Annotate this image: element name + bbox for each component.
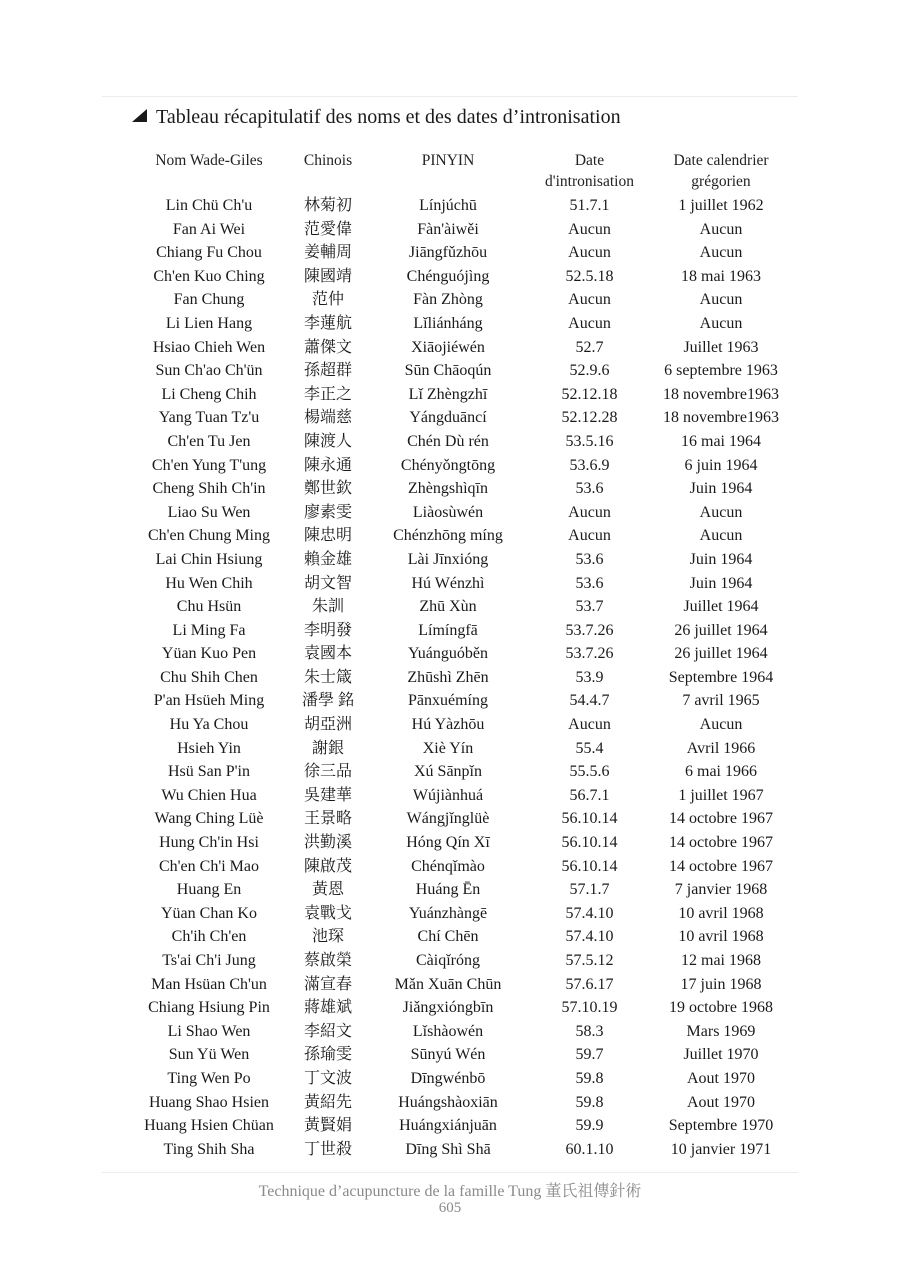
table-row bbox=[130, 359, 791, 383]
cell-pinyin: Hú Wénzhì bbox=[411, 574, 485, 592]
cell-chinese: 李紹文 bbox=[303, 1022, 352, 1040]
cell-pinyin: Hú Yàzhōu bbox=[411, 716, 485, 734]
cell-chinese: 潘學 銘 bbox=[301, 692, 354, 710]
cell-chinese: 鄭世欽 bbox=[303, 480, 352, 498]
cell-wade-giles: Ch'en Kuo Ching bbox=[153, 267, 265, 285]
table-row bbox=[130, 1043, 791, 1067]
table-row bbox=[130, 666, 791, 690]
cell-pinyin: Zhū Xùn bbox=[419, 598, 477, 616]
cell-chinese: 陳忠明 bbox=[303, 527, 352, 545]
table-row bbox=[130, 524, 791, 548]
cell-pinyin: Sūnyú Wén bbox=[410, 1046, 486, 1064]
cell-gregorian-date: 7 avril 1965 bbox=[682, 692, 760, 710]
cell-pinyin: Dīng Shì Shā bbox=[405, 1140, 491, 1158]
cell-pinyin: Jiǎngxióngbīn bbox=[402, 999, 494, 1017]
cell-pinyin: Lài Jīnxióng bbox=[407, 550, 489, 568]
page-number: 605 bbox=[438, 1200, 462, 1216]
cell-gregorian-date: 18 novembre1963 bbox=[663, 409, 779, 427]
cell-pinyin: Huáng Ēn bbox=[415, 881, 481, 899]
cell-gregorian-date: Aucun bbox=[699, 503, 743, 521]
table-row bbox=[130, 595, 791, 619]
cell-wade-giles: Huang En bbox=[176, 881, 242, 899]
cell-chinese: 朱訓 bbox=[311, 598, 344, 616]
cell-wade-giles: Huang Shao Hsien bbox=[149, 1093, 269, 1111]
cell-pinyin: Fàn Zhòng bbox=[413, 291, 483, 309]
cell-date-intronisation: Aucun bbox=[568, 527, 611, 545]
table-row bbox=[130, 831, 791, 855]
cell-chinese: 李正之 bbox=[303, 385, 352, 403]
cell-gregorian-date: Avril 1966 bbox=[686, 739, 756, 757]
cell-date-intronisation: Aucun bbox=[568, 291, 611, 309]
table-row bbox=[130, 430, 791, 454]
cell-gregorian-date: Aucun bbox=[699, 314, 743, 332]
cell-gregorian-date: Septembre 1970 bbox=[668, 1117, 774, 1135]
cell-pinyin: Chí Chēn bbox=[417, 928, 479, 946]
cell-wade-giles: Wang Ching Lüè bbox=[154, 810, 264, 828]
cell-wade-giles: Wu Chien Hua bbox=[161, 786, 257, 804]
triangle-bullet-icon bbox=[132, 109, 147, 122]
table-row bbox=[130, 241, 791, 265]
cell-chinese: 謝銀 bbox=[311, 739, 344, 757]
cell-wade-giles: Ting Shih Sha bbox=[163, 1140, 255, 1158]
cell-date-intronisation: 57.6.17 bbox=[565, 975, 614, 993]
cell-pinyin: Yuánzhàngē bbox=[408, 904, 488, 922]
table-row bbox=[130, 548, 791, 572]
cell-gregorian-date: 18 mai 1963 bbox=[681, 267, 761, 285]
cell-pinyin: Zhèngshìqīn bbox=[408, 480, 488, 498]
cell-date-intronisation: 53.9 bbox=[575, 668, 604, 686]
cell-gregorian-date: 17 juin 1968 bbox=[680, 975, 762, 993]
cell-wade-giles: Chu Shih Chen bbox=[160, 668, 258, 686]
cell-gregorian-date: 14 octobre 1967 bbox=[669, 834, 773, 852]
cell-pinyin: Línjúchū bbox=[419, 197, 477, 214]
cell-date-intronisation: 54.4.7 bbox=[569, 692, 610, 710]
cell-pinyin: Wújiànhuá bbox=[412, 786, 484, 804]
cell-wade-giles: P'an Hsüeh Ming bbox=[153, 692, 265, 710]
cell-wade-giles: Yüan Kuo Pen bbox=[161, 645, 257, 663]
cell-chinese: 胡文智 bbox=[303, 574, 352, 592]
cell-wade-giles: Li Lien Hang bbox=[165, 314, 253, 332]
cell-date-intronisation: 53.6 bbox=[575, 574, 604, 592]
cell-chinese: 袁戰戈 bbox=[303, 904, 352, 922]
table-row bbox=[130, 642, 791, 666]
bottom-divider bbox=[102, 1172, 798, 1173]
cell-date-intronisation: 52.7 bbox=[575, 338, 604, 356]
cell-chinese: 楊端慈 bbox=[303, 409, 352, 427]
table-row bbox=[130, 619, 791, 643]
cell-chinese: 洪勤溪 bbox=[303, 834, 352, 852]
cell-date-intronisation: 53.7 bbox=[575, 598, 604, 616]
cell-pinyin: Liàosùwén bbox=[412, 503, 484, 521]
cell-date-intronisation: 60.1.10 bbox=[565, 1140, 614, 1158]
cell-wade-giles: Sun Yü Wen bbox=[168, 1046, 250, 1064]
cell-date-intronisation: 59.8 bbox=[575, 1093, 604, 1111]
cell-pinyin: Lǐliánháng bbox=[413, 314, 483, 332]
cell-wade-giles: Hsieh Yin bbox=[177, 739, 241, 757]
table-row bbox=[130, 807, 791, 831]
cell-chinese: 孫超群 bbox=[303, 362, 352, 380]
cell-pinyin: Chényǒngtōng bbox=[400, 456, 496, 474]
cell-date-intronisation: 51.7.1 bbox=[569, 197, 610, 214]
header-date-intronisation bbox=[528, 150, 651, 194]
table-row bbox=[130, 477, 791, 501]
cell-chinese: 王景略 bbox=[303, 810, 352, 828]
cell-pinyin: Huángxiánjuān bbox=[399, 1117, 497, 1135]
table-row bbox=[130, 1020, 791, 1044]
table-row bbox=[130, 194, 791, 218]
cell-wade-giles: Ts'ai Ch'i Jung bbox=[162, 952, 256, 969]
cell-chinese: 林菊初 bbox=[303, 197, 352, 214]
cell-gregorian-date: 14 octobre 1967 bbox=[669, 857, 773, 875]
cell-wade-giles: Yang Tuan Tz'u bbox=[158, 409, 260, 427]
cell-date-intronisation: 58.3 bbox=[575, 1022, 604, 1040]
table-row bbox=[130, 784, 791, 808]
cell-wade-giles: Ch'en Chung Ming bbox=[148, 527, 270, 545]
cell-pinyin: Chénqǐmào bbox=[411, 857, 485, 875]
cell-date-intronisation: 53.7.26 bbox=[565, 645, 614, 663]
cell-wade-giles: Cheng Shih Ch'in bbox=[152, 480, 266, 498]
cell-pinyin: Xiè Yín bbox=[422, 739, 474, 757]
cell-date-intronisation: 52.5.18 bbox=[565, 267, 614, 285]
table-row bbox=[130, 760, 791, 784]
cell-gregorian-date: Aout 1970 bbox=[687, 1069, 755, 1087]
cell-chinese: 陳啟茂 bbox=[303, 857, 352, 875]
cell-date-intronisation: 59.9 bbox=[575, 1117, 604, 1135]
cell-pinyin: Càiqǐróng bbox=[416, 952, 480, 969]
cell-gregorian-date: Septembre 1964 bbox=[668, 668, 774, 686]
cell-pinyin: Hóng Qín Xī bbox=[406, 834, 490, 852]
cell-pinyin: Chénzhōng míng bbox=[393, 527, 503, 545]
cell-gregorian-date: 26 juillet 1964 bbox=[674, 645, 768, 663]
cell-date-intronisation: 53.6.9 bbox=[569, 456, 610, 474]
table-body bbox=[130, 194, 791, 1161]
cell-chinese: 胡亞洲 bbox=[303, 716, 352, 734]
cell-chinese: 李蓮航 bbox=[303, 314, 352, 332]
cell-gregorian-date: 12 mai 1968 bbox=[681, 952, 761, 969]
cell-chinese: 范仲 bbox=[311, 291, 344, 309]
header-gregorian-date bbox=[651, 150, 791, 194]
table-row bbox=[130, 925, 791, 949]
cell-date-intronisation: 53.6 bbox=[575, 550, 604, 568]
cell-gregorian-date: 1 juillet 1962 bbox=[678, 197, 764, 214]
cell-gregorian-date: 16 mai 1964 bbox=[681, 432, 761, 450]
cell-gregorian-date: 19 octobre 1968 bbox=[669, 999, 773, 1017]
cell-gregorian-date: Juillet 1970 bbox=[683, 1046, 759, 1064]
cell-chinese: 蔡啟榮 bbox=[303, 952, 352, 969]
cell-date-intronisation: 59.8 bbox=[575, 1069, 604, 1087]
cell-gregorian-date: Mars 1969 bbox=[686, 1022, 756, 1040]
cell-chinese: 范愛偉 bbox=[303, 220, 352, 238]
cell-date-intronisation: 55.4 bbox=[575, 739, 604, 757]
table-row bbox=[130, 501, 791, 525]
cell-pinyin: Jiāngfǔzhōu bbox=[408, 244, 488, 262]
header-wade-giles: Nom Wade-Giles bbox=[155, 152, 263, 169]
section-title: Tableau récapitulatif des noms et des dates d’intronisation bbox=[156, 106, 621, 128]
names-dates-table bbox=[130, 150, 791, 1161]
cell-date-intronisation: 59.7 bbox=[575, 1046, 604, 1064]
cell-date-intronisation: 52.12.28 bbox=[561, 409, 618, 427]
cell-gregorian-date: 6 juin 1964 bbox=[684, 456, 758, 474]
cell-gregorian-date: 10 janvier 1971 bbox=[670, 1140, 772, 1158]
cell-gregorian-date: Juin 1964 bbox=[689, 574, 753, 592]
cell-gregorian-date: Juillet 1964 bbox=[683, 598, 759, 616]
header-pinyin: PINYIN bbox=[421, 152, 475, 169]
cell-gregorian-date: 6 septembre 1963 bbox=[664, 362, 778, 380]
cell-gregorian-date: 10 avril 1968 bbox=[678, 904, 764, 922]
cell-date-intronisation: 53.5.16 bbox=[565, 432, 614, 450]
cell-chinese: 黃紹先 bbox=[303, 1093, 352, 1111]
cell-chinese: 陳國靖 bbox=[303, 267, 352, 285]
cell-chinese: 池琛 bbox=[311, 928, 344, 946]
cell-wade-giles: Li Cheng Chih bbox=[161, 385, 257, 403]
table-row bbox=[130, 973, 791, 997]
table-row bbox=[130, 265, 791, 289]
cell-pinyin: Yángduāncí bbox=[409, 409, 487, 427]
cell-gregorian-date: Juin 1964 bbox=[689, 550, 753, 568]
cell-chinese: 陳永通 bbox=[303, 456, 352, 474]
cell-chinese: 朱士箴 bbox=[303, 668, 352, 686]
cell-chinese: 蕭傑文 bbox=[303, 338, 352, 356]
cell-chinese: 滿宣春 bbox=[303, 975, 352, 993]
cell-chinese: 袁國本 bbox=[303, 645, 352, 663]
cell-date-intronisation: 56.7.1 bbox=[569, 786, 610, 804]
table-row bbox=[130, 689, 791, 713]
cell-wade-giles: Yüan Chan Ko bbox=[161, 904, 257, 922]
cell-date-intronisation: 55.5.6 bbox=[569, 763, 610, 781]
cell-wade-giles: Hung Ch'in Hsi bbox=[159, 834, 259, 852]
table-row bbox=[130, 406, 791, 430]
cell-date-intronisation: 56.10.14 bbox=[561, 834, 618, 852]
cell-wade-giles: Man Hsüan Ch'un bbox=[151, 975, 267, 993]
cell-wade-giles: Fan Chung bbox=[173, 291, 245, 309]
cell-wade-giles: Liao Su Wen bbox=[167, 503, 251, 521]
cell-date-intronisation: 57.10.19 bbox=[561, 999, 618, 1017]
cell-chinese: 陳渡人 bbox=[303, 432, 352, 450]
table-row bbox=[130, 949, 791, 973]
cell-date-intronisation: 57.4.10 bbox=[565, 904, 614, 922]
cell-wade-giles: Hu Ya Chou bbox=[169, 716, 249, 734]
table-row bbox=[130, 1091, 791, 1115]
cell-wade-giles: Ting Wen Po bbox=[167, 1069, 251, 1087]
cell-pinyin: Huángshàoxiān bbox=[398, 1093, 498, 1111]
cell-date-intronisation: Aucun bbox=[568, 220, 611, 238]
top-divider bbox=[102, 96, 798, 97]
cell-pinyin: Xiāojiéwén bbox=[411, 338, 485, 356]
cell-gregorian-date: Juillet 1963 bbox=[683, 338, 759, 356]
cell-wade-giles: Chu Hsün bbox=[176, 598, 242, 616]
table-row bbox=[130, 878, 791, 902]
cell-wade-giles: Ch'en Tu Jen bbox=[167, 432, 251, 450]
header-date-line1: Date bbox=[574, 152, 605, 169]
table-row bbox=[130, 336, 791, 360]
cell-gregorian-date: 6 mai 1966 bbox=[685, 763, 757, 781]
section-heading bbox=[132, 106, 621, 129]
cell-chinese: 丁世殺 bbox=[303, 1140, 352, 1158]
cell-wade-giles: Li Ming Fa bbox=[172, 621, 246, 639]
cell-pinyin: Sūn Chāoqún bbox=[404, 362, 492, 380]
cell-gregorian-date: 1 juillet 1967 bbox=[678, 786, 764, 804]
table-row bbox=[130, 737, 791, 761]
cell-gregorian-date: Juin 1964 bbox=[689, 480, 753, 498]
cell-pinyin: Pānxuémíng bbox=[408, 692, 488, 710]
cell-wade-giles: Lin Chü Ch'u bbox=[165, 197, 253, 214]
cell-chinese: 黃恩 bbox=[311, 881, 344, 899]
footer-book-title: Technique d’acupuncture de la famille Tung 董氏祖傳針術 bbox=[258, 1183, 642, 1200]
table-row bbox=[130, 288, 791, 312]
cell-gregorian-date: Aucun bbox=[699, 244, 743, 262]
cell-wade-giles: Fan Ai Wei bbox=[172, 220, 246, 238]
cell-date-intronisation: 56.10.14 bbox=[561, 857, 618, 875]
cell-date-intronisation: Aucun bbox=[568, 314, 611, 332]
cell-gregorian-date: 18 novembre1963 bbox=[663, 385, 779, 403]
cell-gregorian-date: Aucun bbox=[699, 716, 743, 734]
cell-wade-giles: Hsü San P'in bbox=[167, 763, 250, 781]
cell-pinyin: Límíngfā bbox=[418, 621, 478, 639]
cell-date-intronisation: 57.4.10 bbox=[565, 928, 614, 946]
cell-pinyin: Dīngwénbō bbox=[410, 1069, 486, 1087]
cell-chinese: 徐三品 bbox=[303, 763, 352, 781]
cell-gregorian-date: 10 avril 1968 bbox=[678, 928, 764, 946]
cell-wade-giles: Li Shao Wen bbox=[167, 1022, 251, 1040]
cell-pinyin: Mǎn Xuān Chūn bbox=[394, 975, 502, 993]
cell-chinese: 李明發 bbox=[303, 621, 352, 639]
table-row bbox=[130, 454, 791, 478]
cell-wade-giles: Huang Hsien Chüan bbox=[144, 1117, 274, 1135]
cell-gregorian-date: 26 juillet 1964 bbox=[674, 621, 768, 639]
cell-chinese: 蔣雄斌 bbox=[303, 999, 352, 1017]
cell-pinyin: Fàn'àiwěi bbox=[417, 220, 479, 238]
table-row bbox=[130, 713, 791, 737]
cell-pinyin: Zhūshì Zhēn bbox=[407, 668, 489, 686]
table-row bbox=[130, 1138, 791, 1162]
cell-gregorian-date: Aucun bbox=[699, 220, 743, 238]
header-chinese: Chinois bbox=[303, 152, 353, 169]
cell-wade-giles: Hsiao Chieh Wen bbox=[152, 338, 266, 356]
cell-chinese: 孫瑜雯 bbox=[303, 1046, 352, 1064]
cell-date-intronisation: 57.1.7 bbox=[569, 881, 610, 899]
table-header-row bbox=[130, 150, 791, 194]
table-row bbox=[130, 218, 791, 242]
cell-wade-giles: Sun Ch'ao Ch'ün bbox=[155, 362, 263, 380]
cell-gregorian-date: 14 octobre 1967 bbox=[669, 810, 773, 828]
cell-gregorian-date: Aout 1970 bbox=[687, 1093, 755, 1111]
table-row bbox=[130, 855, 791, 879]
table-row bbox=[130, 902, 791, 926]
header-date-line2: d'intronisation bbox=[545, 173, 634, 190]
table-row bbox=[130, 1114, 791, 1138]
cell-chinese: 姜輔周 bbox=[303, 244, 352, 262]
cell-wade-giles: Ch'en Yung T'ung bbox=[151, 456, 267, 474]
cell-wade-giles: Lai Chin Hsiung bbox=[155, 550, 263, 568]
cell-date-intronisation: 56.10.14 bbox=[561, 810, 618, 828]
cell-pinyin: Lǐ Zhèngzhī bbox=[408, 385, 488, 403]
cell-gregorian-date: Aucun bbox=[699, 527, 743, 545]
cell-date-intronisation: 52.9.6 bbox=[569, 362, 610, 380]
cell-pinyin: Lǐshàowén bbox=[412, 1022, 484, 1040]
cell-pinyin: Xú Sānpǐn bbox=[414, 763, 482, 781]
table-row bbox=[130, 1067, 791, 1091]
cell-date-intronisation: 52.12.18 bbox=[561, 385, 618, 403]
cell-wade-giles: Hu Wen Chih bbox=[165, 574, 253, 592]
cell-wade-giles: Ch'en Ch'i Mao bbox=[159, 857, 259, 875]
cell-pinyin: Chénguójìng bbox=[406, 267, 490, 285]
cell-wade-giles: Chiang Hsiung Pin bbox=[148, 999, 270, 1017]
cell-pinyin: Wángjǐnglüè bbox=[406, 810, 490, 828]
table-row bbox=[130, 572, 791, 596]
cell-date-intronisation: 53.6 bbox=[575, 480, 604, 498]
cell-date-intronisation: 53.7.26 bbox=[565, 621, 614, 639]
cell-gregorian-date: 7 janvier 1968 bbox=[674, 881, 768, 899]
header-greg-line1: Date calendrier bbox=[673, 152, 769, 169]
cell-wade-giles: Chiang Fu Chou bbox=[156, 244, 262, 262]
cell-date-intronisation: Aucun bbox=[568, 244, 611, 262]
cell-date-intronisation: Aucun bbox=[568, 716, 611, 734]
table-row bbox=[130, 383, 791, 407]
cell-chinese: 廖素雯 bbox=[303, 503, 352, 521]
cell-pinyin: Yuánguóběn bbox=[408, 645, 488, 663]
cell-date-intronisation: Aucun bbox=[568, 503, 611, 521]
cell-chinese: 吳建華 bbox=[303, 786, 352, 804]
cell-pinyin: Chén Dù rén bbox=[407, 432, 489, 450]
cell-wade-giles: Ch'ih Ch'en bbox=[171, 928, 247, 946]
table-row bbox=[130, 312, 791, 336]
header-greg-line2: grégorien bbox=[691, 173, 751, 190]
cell-chinese: 賴金雄 bbox=[303, 550, 352, 568]
cell-gregorian-date: Aucun bbox=[699, 291, 743, 309]
cell-chinese: 黃賢娟 bbox=[303, 1117, 352, 1135]
cell-date-intronisation: 57.5.12 bbox=[565, 952, 614, 969]
cell-chinese: 丁文波 bbox=[303, 1069, 352, 1087]
table-row bbox=[130, 996, 791, 1020]
